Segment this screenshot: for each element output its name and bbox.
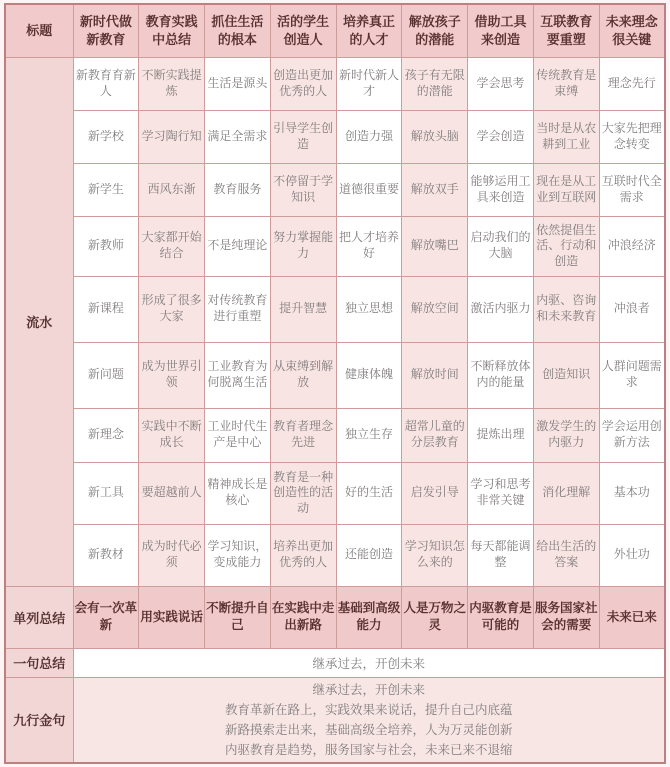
table-cell: 成为世界引领: [139, 342, 205, 408]
table-cell: 好的生活: [336, 462, 402, 524]
table-cell: 新教育育新人: [73, 57, 139, 110]
golden-line: 内驱教育是趋势，服务国家与社会，未来已来不退缩: [224, 742, 513, 757]
table-cell: 工业时代生产是中心: [205, 408, 271, 462]
table-cell: 学习陶行知: [139, 110, 205, 163]
table-cell: 提升智慧: [270, 276, 336, 342]
table-row: [5, 276, 665, 342]
column-header-3: 抓住生活的根本: [205, 4, 271, 57]
table-cell: 独立生存: [336, 408, 402, 462]
table-cell: 还能创造: [336, 524, 402, 586]
table-cell: 基本功: [599, 462, 665, 524]
table-row: [5, 524, 665, 586]
table-cell: 冲浪经济: [599, 216, 665, 276]
table-cell: 能够运用工具来创造: [468, 163, 534, 216]
table-cell: 外壮功: [599, 524, 665, 586]
table-cell: 孩子有无限的潜能: [402, 57, 468, 110]
column-header-6: 解放孩子的潜能: [402, 4, 468, 57]
corner-header-title: 标题: [5, 4, 73, 57]
table-cell: 内驱、咨询和未来教育: [533, 276, 599, 342]
table-row: [5, 216, 665, 276]
table-cell: 创造力强: [336, 110, 402, 163]
table-cell: 工业教育为何脱离生活: [205, 342, 271, 408]
golden-line: 新路摸索走出来，基础高级全培养，人为万灵能创新: [224, 722, 513, 737]
section-label-flow: 流水: [5, 57, 73, 586]
summary-cell: 在实践中走出新路: [270, 586, 336, 648]
summary-cell: 人是万物之灵: [402, 586, 468, 648]
table-cell: 不断实践提炼: [139, 57, 205, 110]
table-cell: 新教材: [73, 524, 139, 586]
table-cell: 学会创造: [468, 110, 534, 163]
table-cell: 大家先把理念转变: [599, 110, 665, 163]
table-cell: 理念先行: [599, 57, 665, 110]
table-cell: 新学生: [73, 163, 139, 216]
table-cell: 启发引导: [402, 462, 468, 524]
table-cell: 不是纯理论: [205, 216, 271, 276]
table-cell: 创造出更加优秀的人: [270, 57, 336, 110]
one-sentence-text: 继承过去，开创未来: [73, 648, 665, 677]
table-cell: 道德很重要: [336, 163, 402, 216]
summary-cell: 用实践说话: [139, 586, 205, 648]
table-cell: 成为时代必须: [139, 524, 205, 586]
golden-row-label: 九行金句: [5, 677, 73, 763]
table-cell: 冲浪者: [599, 276, 665, 342]
table-cell: 当时是从农耕到工业: [533, 110, 599, 163]
table-cell: 给出生活的答案: [533, 524, 599, 586]
summary-cell: 内驱教育是可能的: [468, 586, 534, 648]
summary-cell: 服务国家社会的需要: [533, 586, 599, 648]
column-header-4: 活的学生创造人: [270, 4, 336, 57]
table-header: [5, 4, 665, 57]
table-cell: 对传统教育进行重塑: [205, 276, 271, 342]
table-cell: 要超越前人: [139, 462, 205, 524]
table-cell: 西风东渐: [139, 163, 205, 216]
column-summary-row: [5, 586, 665, 648]
table-cell: 启动我们的大脑: [468, 216, 534, 276]
golden-line: 继承过去，开创未来: [312, 682, 425, 697]
table-row: [5, 163, 665, 216]
table-cell: 现在是从工业到互联网: [533, 163, 599, 216]
header-row: [5, 4, 665, 57]
table-cell: 激发学生的内驱力: [533, 408, 599, 462]
table-cell: 教育服务: [205, 163, 271, 216]
golden-line: 教育革新在路上，实践效果来说话，提升自己内底蕴: [224, 702, 513, 717]
summary-cell: 未来已来: [599, 586, 665, 648]
table-cell: 互联时代全需求: [599, 163, 665, 216]
table-cell: 新课程: [73, 276, 139, 342]
one-sentence-row: [5, 648, 665, 677]
table-cell: 大家都开始结合: [139, 216, 205, 276]
table-cell: 每天都能调整: [468, 524, 534, 586]
table-cell: 学习和思考非常关键: [468, 462, 534, 524]
column-header-8: 互联教育要重塑: [533, 4, 599, 57]
table-cell: 不停留于学知识: [270, 163, 336, 216]
table-cell: 学会思考: [468, 57, 534, 110]
golden-lines-cell: [73, 677, 665, 763]
column-header-5: 培养真正的人才: [336, 4, 402, 57]
table-row: [5, 462, 665, 524]
table-cell: 满足全需求: [205, 110, 271, 163]
golden-lines-row: [5, 677, 665, 763]
table-cell: 形成了很多大家: [139, 276, 205, 342]
table-cell: 不断释放体内的能量: [468, 342, 534, 408]
table-row: [5, 408, 665, 462]
table-cell: 教育者理念先进: [270, 408, 336, 462]
summary-cell: 不断提升自己: [205, 586, 271, 648]
table-cell: 解放嘴巴: [402, 216, 468, 276]
column-header-1: 新时代做新教育: [73, 4, 139, 57]
table-cell: 新理念: [73, 408, 139, 462]
education-summary-table: [4, 3, 666, 764]
summary-row-label: 单列总结: [5, 586, 73, 648]
table-cell: 引导学生创造: [270, 110, 336, 163]
table-cell: 激活内驱力: [468, 276, 534, 342]
table-cell: 学会运用创新方法: [599, 408, 665, 462]
table-cell: 新问题: [73, 342, 139, 408]
table-cell: 精神成长是核心: [205, 462, 271, 524]
table-cell: 实践中不断成长: [139, 408, 205, 462]
column-header-9: 未来理念很关键: [599, 4, 665, 57]
table-cell: 学习知识，变成能力: [205, 524, 271, 586]
table-cell: 解放时间: [402, 342, 468, 408]
table-cell: 解放头脑: [402, 110, 468, 163]
column-header-7: 借助工具来创造: [468, 4, 534, 57]
table-cell: 新时代新人才: [336, 57, 402, 110]
table-cell: 学习知识怎么来的: [402, 524, 468, 586]
table-cell: 新工具: [73, 462, 139, 524]
table-row: [5, 342, 665, 408]
table-cell: 从束缚到解放: [270, 342, 336, 408]
table-cell: 生活是源头: [205, 57, 271, 110]
table-cell: 教育是一种创造性的活动: [270, 462, 336, 524]
table-cell: 独立思想: [336, 276, 402, 342]
table-cell: 解放空间: [402, 276, 468, 342]
table-cell: 培养出更加优秀的人: [270, 524, 336, 586]
table-row: [5, 57, 665, 110]
table-body: [5, 57, 665, 763]
table-cell: 新教师: [73, 216, 139, 276]
table-cell: 消化理解: [533, 462, 599, 524]
column-header-2: 教育实践中总结: [139, 4, 205, 57]
table-cell: 把人才培养好: [336, 216, 402, 276]
table-cell: 提炼出理: [468, 408, 534, 462]
table-cell: 人群问题需求: [599, 342, 665, 408]
table-cell: 超常儿童的分层教育: [402, 408, 468, 462]
table-cell: 创造知识: [533, 342, 599, 408]
table-cell: 依然提倡生活、行动和创造: [533, 216, 599, 276]
table-cell: 健康体魄: [336, 342, 402, 408]
table-cell: 传统教育是束缚: [533, 57, 599, 110]
summary-cell: 会有一次革新: [73, 586, 139, 648]
table-cell: 解放双手: [402, 163, 468, 216]
table-cell: 新学校: [73, 110, 139, 163]
table-row: [5, 110, 665, 163]
summary-cell: 基础到高级能力: [336, 586, 402, 648]
sentence-row-label: 一句总结: [5, 648, 73, 677]
table-cell: 努力掌握能力: [270, 216, 336, 276]
